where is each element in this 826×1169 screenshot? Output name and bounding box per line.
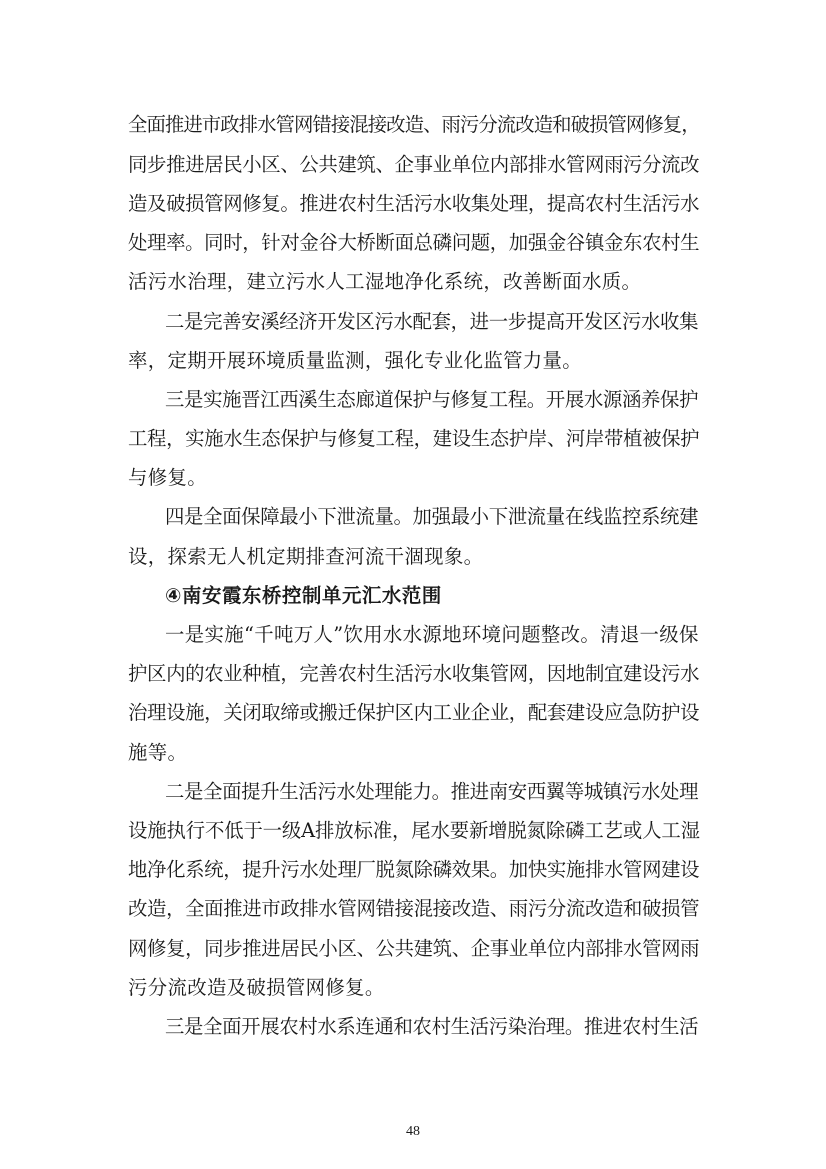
body-text-line: 地净化系统，提升污水处理厂脱氮除磷效果。加快实施排水管网建设 xyxy=(128,858,700,881)
section-heading: ④南安霞东桥控制单元汇水范围 xyxy=(165,584,442,607)
paragraph-start-line: 四是全面保障最小下泄流量。加强最小下泄流量在线监控系统建 xyxy=(165,505,699,528)
body-text-line: 施等。 xyxy=(128,741,188,764)
paragraph-start-line: 三是全面开展农村水系连通和农村生活污染治理。推进农村生活 xyxy=(165,1015,699,1038)
paragraph-start-line: 三是实施晋江西溪生态廊道保护与修复工程。开展水源涵养保护 xyxy=(165,388,699,411)
body-text-line: 工程，实施水生态保护与修复工程，建设生态护岸、河岸带植被保护 xyxy=(128,427,700,450)
body-text-line: 处理率。同时，针对金谷大桥断面总磷问题，加强金谷镇金东农村生 xyxy=(128,231,700,254)
body-text-line: 活污水治理，建立污水人工湿地净化系统，改善断面水质。 xyxy=(128,270,642,293)
body-text-line: 造及破损管网修复。推进农村生活污水收集处理，提高农村生活污水 xyxy=(128,192,700,215)
body-text-line: 设，探索无人机定期排查河流干涸现象。 xyxy=(128,545,484,568)
paragraph-start-line: 二是完善安溪经济开发区污水配套，进一步提高开发区污水收集 xyxy=(165,310,699,333)
body-text-line: 改造，全面推进市政排水管网错接混接改造、雨污分流改造和破损管 xyxy=(128,897,700,920)
body-text-line: 设施执行不低于一级A排放标准，尾水要新增脱氮除磷工艺或人工湿 xyxy=(128,819,700,842)
body-text-line: 护区内的农业种植，完善农村生活污水收集管网，因地制宜建设污水 xyxy=(128,662,700,685)
body-text-line: 率，定期开展环境质量监测，强化专业化监管力量。 xyxy=(128,349,583,372)
body-text-line: 污分流改造及破损管网修复。 xyxy=(128,976,385,999)
body-text-line: 全面推进市政排水管网错接混接改造、雨污分流改造和破损管网修复， xyxy=(128,113,700,136)
body-text-line: 同步推进居民小区、公共建筑、企事业单位内部排水管网雨污分流改 xyxy=(128,153,700,176)
body-text-line: 与修复。 xyxy=(128,466,207,489)
paragraph-start-line: 一是实施“千吨万人”饮用水水源地环境问题整改。清退一级保 xyxy=(165,623,699,646)
page-number: 48 xyxy=(406,1124,420,1139)
body-text-line: 治理设施，关闭取缔或搬迁保护区内工业企业，配套建设应急防护设 xyxy=(128,701,700,724)
body-text-line: 网修复，同步推进居民小区、公共建筑、企事业单位内部排水管网雨 xyxy=(128,937,700,960)
paragraph-start-line: 二是全面提升生活污水处理能力。推进南安西翼等城镇污水处理 xyxy=(165,780,699,803)
